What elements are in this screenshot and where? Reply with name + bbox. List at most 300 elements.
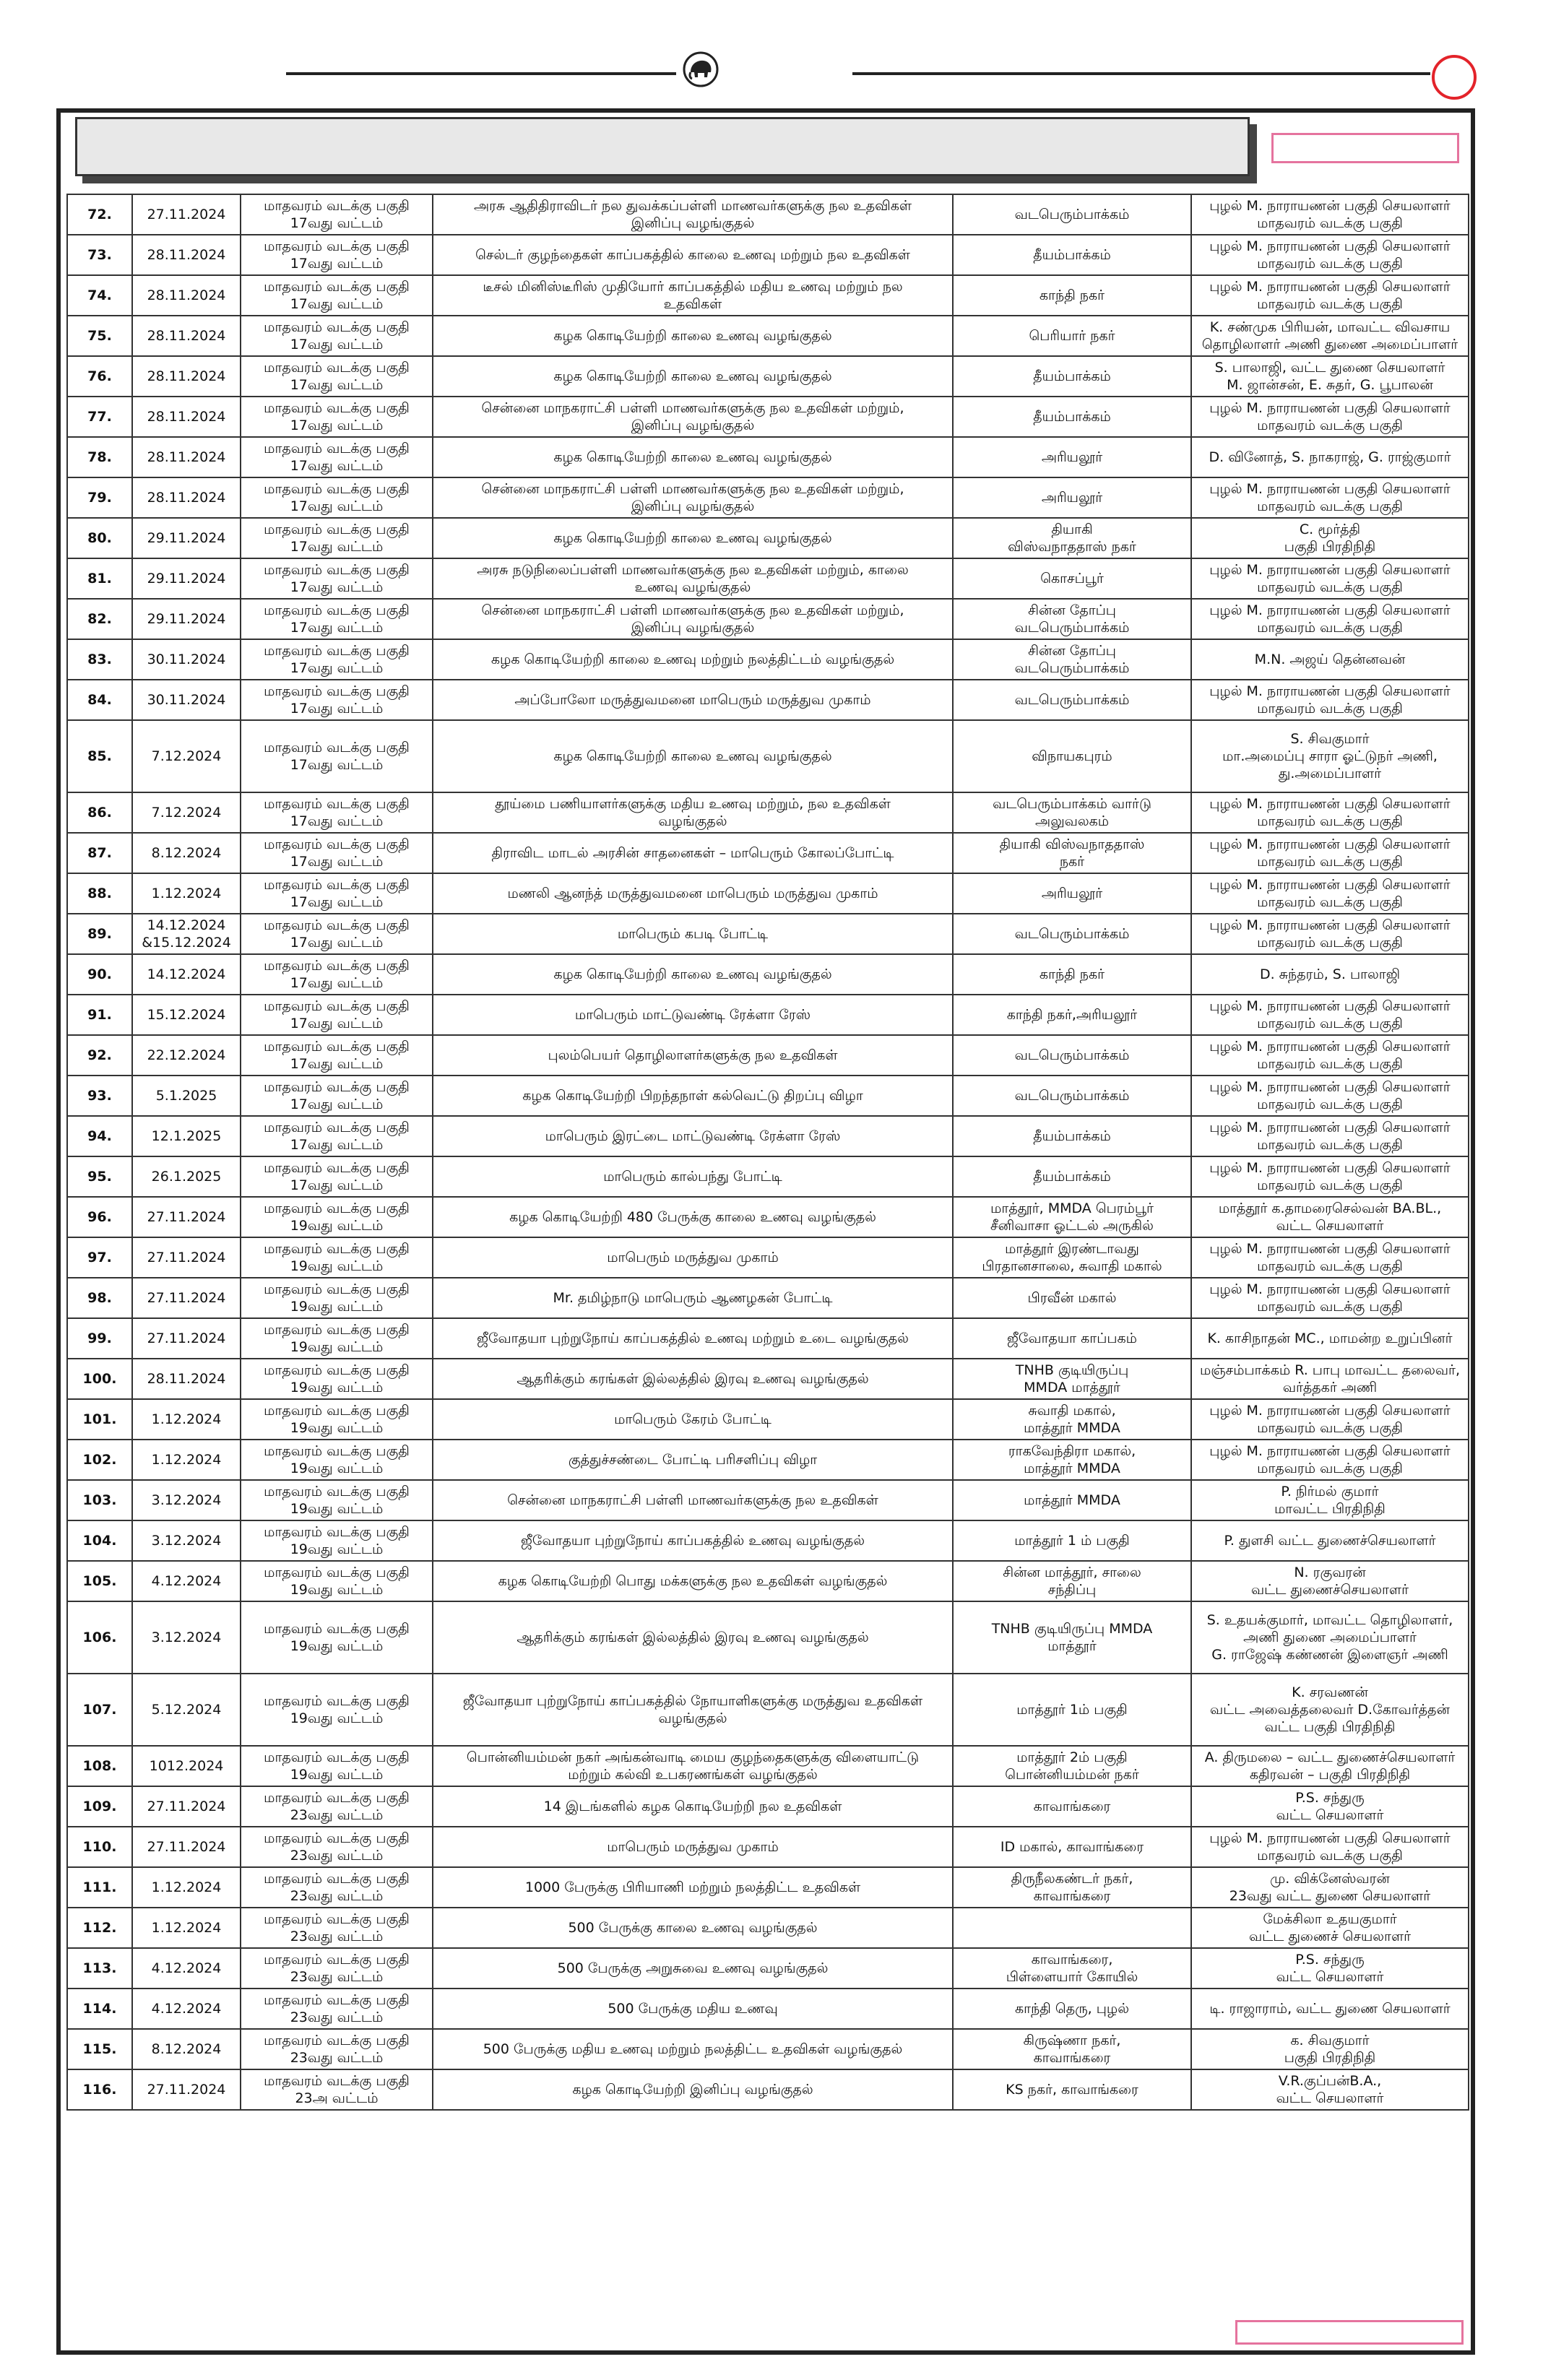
table-row xyxy=(67,1237,1469,1278)
table-row xyxy=(67,1116,1469,1156)
area-cell: மாதவரம் வடக்கு பகுதி 23வது வட்டம் xyxy=(241,1827,433,1867)
row-number-cell: 107. xyxy=(67,1674,132,1746)
row-number-cell: 104. xyxy=(67,1520,132,1561)
date-cell: 28.11.2024 xyxy=(132,437,241,477)
area-cell: மாதவரம் வடக்கு பகுதி 17வது வட்டம் xyxy=(241,356,433,397)
row-number-cell: 72. xyxy=(67,194,132,235)
place-cell: மாத்தூர் 2ம் பகுதி பொன்னியம்மன் நகர் xyxy=(953,1746,1191,1786)
organizer-cell: புழல் M. நாராயணன் பகுதி செயலாளர் மாதவரம் வடக்கு பகுதி xyxy=(1191,833,1469,873)
event-cell: கழக கொடியேற்றி காலை உணவு வழங்குதல் xyxy=(433,720,953,792)
place-cell: ID மகால், காவாங்கரை xyxy=(953,1827,1191,1867)
row-number-cell: 92. xyxy=(67,1035,132,1076)
event-cell: 1000 பேருக்கு பிரியாணி மற்றும் நலத்திட்ட உதவிகள் xyxy=(433,1867,953,1908)
event-cell: சென்னை மாநகராட்சி பள்ளி மாணவர்களுக்கு நல உதவிகள் xyxy=(433,1480,953,1520)
date-cell: 14.12.2024 &15.12.2024 xyxy=(132,914,241,954)
row-number-cell: 112. xyxy=(67,1908,132,1948)
area-cell: மாதவரம் வடக்கு பகுதி 19வது வட்டம் xyxy=(241,1440,433,1480)
place-cell: தியாகி விஸ்வநாததாஸ் நகர் xyxy=(953,833,1191,873)
event-cell: புலம்பெயர் தொழிலாளர்களுக்கு நல உதவிகள் xyxy=(433,1035,953,1076)
row-number-cell: 101. xyxy=(67,1399,132,1440)
table-row xyxy=(67,275,1469,316)
organizer-cell: புழல் M. நாராயணன் பகுதி செயலாளர் மாதவரம் வடக்கு பகுதி xyxy=(1191,873,1469,914)
event-cell: கழக கொடியேற்றி 480 பேருக்கு காலை உணவு வழங்குதல் xyxy=(433,1197,953,1237)
date-cell: 27.11.2024 xyxy=(132,1197,241,1237)
organizer-cell: M.N. அஜய் தென்னவன் xyxy=(1191,639,1469,680)
organizer-cell: புழல் M. நாராயணன் பகுதி செயலாளர் மாதவரம் வடக்கு பகுதி xyxy=(1191,477,1469,518)
event-cell: சென்னை மாநகராட்சி பள்ளி மாணவர்களுக்கு நல உதவிகள் மற்றும், இனிப்பு வழங்குதல் xyxy=(433,397,953,437)
area-cell: மாதவரம் வடக்கு பகுதி 19வது வட்டம் xyxy=(241,1480,433,1520)
row-number-cell: 95. xyxy=(67,1156,132,1197)
date-cell: 28.11.2024 xyxy=(132,235,241,275)
table-row xyxy=(67,1359,1469,1399)
row-number-cell: 86. xyxy=(67,792,132,833)
row-number-cell: 98. xyxy=(67,1278,132,1318)
place-cell: சின்ன தோப்பு வடபெரும்பாக்கம் xyxy=(953,599,1191,639)
row-number-cell: 81. xyxy=(67,558,132,599)
row-number-cell: 74. xyxy=(67,275,132,316)
row-number-cell: 114. xyxy=(67,1989,132,2029)
area-cell: மாதவரம் வடக்கு பகுதி 17வது வட்டம் xyxy=(241,792,433,833)
row-number-cell: 103. xyxy=(67,1480,132,1520)
event-cell: கழக கொடியேற்றி காலை உணவு வழங்குதல் xyxy=(433,316,953,356)
event-cell: ஜீவோதயா புற்றுநோய் காப்பகத்தில் உணவு மற்றும் உடை வழங்குதல் xyxy=(433,1318,953,1359)
table-row xyxy=(67,599,1469,639)
place-cell: காந்தி தெரு, புழல் xyxy=(953,1989,1191,2029)
place-cell: KS நகர், காவாங்கரை xyxy=(953,2069,1191,2110)
area-cell: மாதவரம் வடக்கு பகுதி 23வது வட்டம் xyxy=(241,1908,433,1948)
table-row xyxy=(67,1035,1469,1076)
table-row xyxy=(67,1197,1469,1237)
organizer-cell: D. வினோத், S. நாகராஜ், G. ராஜ்குமார் xyxy=(1191,437,1469,477)
row-number-cell: 110. xyxy=(67,1827,132,1867)
table-row xyxy=(67,1674,1469,1746)
elephant-emblem-icon xyxy=(682,51,719,88)
table-body xyxy=(67,194,1469,2110)
place-cell: கொசப்பூர் xyxy=(953,558,1191,599)
table-row xyxy=(67,995,1469,1035)
area-cell: மாதவரம் வடக்கு பகுதி 19வது வட்டம் xyxy=(241,1278,433,1318)
place-cell: வடபெரும்பாக்கம் xyxy=(953,1076,1191,1116)
event-cell: மணலி ஆனந்த் மருத்துவமனை மாபெரும் மருத்துவ முகாம் xyxy=(433,873,953,914)
date-cell: 1.12.2024 xyxy=(132,1440,241,1480)
event-cell: கழக கொடியேற்றி காலை உணவு வழங்குதல் xyxy=(433,518,953,558)
table-row xyxy=(67,954,1469,995)
event-cell: ஆதரிக்கும் கரங்கள் இல்லத்தில் இரவு உணவு வழங்குதல் xyxy=(433,1359,953,1399)
row-number-cell: 99. xyxy=(67,1318,132,1359)
area-cell: மாதவரம் வடக்கு பகுதி 19வது வட்டம் xyxy=(241,1237,433,1278)
place-cell: தீயம்பாக்கம் xyxy=(953,356,1191,397)
event-cell: டீசல் மினிஸ்டீரிஸ் முதியோர் காப்பகத்தில் மதிய உணவு மற்றும் நல உதவிகள் xyxy=(433,275,953,316)
date-cell: 3.12.2024 xyxy=(132,1520,241,1561)
event-cell: மாபெரும் கேரம் போட்டி xyxy=(433,1399,953,1440)
area-cell: மாதவரம் வடக்கு பகுதி 19வது வட்டம் xyxy=(241,1561,433,1601)
organizer-cell: P.S. சந்துரு வட்ட செயலாளர் xyxy=(1191,1948,1469,1989)
date-cell: 1.12.2024 xyxy=(132,1908,241,1948)
place-cell: சுவாதி மகால், மாத்தூர் MMDA xyxy=(953,1399,1191,1440)
date-cell: 22.12.2024 xyxy=(132,1035,241,1076)
organizer-cell: புழல் M. நாராயணன் பகுதி செயலாளர் மாதவரம் வடக்கு பகுதி xyxy=(1191,599,1469,639)
place-cell: காந்தி நகர்,அரியலூர் xyxy=(953,995,1191,1035)
table-row xyxy=(67,1989,1469,2029)
event-cell: கழக கொடியேற்றி காலை உணவு வழங்குதல் xyxy=(433,954,953,995)
date-cell: 12.1.2025 xyxy=(132,1116,241,1156)
date-cell: 27.11.2024 xyxy=(132,194,241,235)
table-row xyxy=(67,1601,1469,1674)
table-row xyxy=(67,1867,1469,1908)
place-cell: தீயம்பாக்கம் xyxy=(953,1156,1191,1197)
area-cell: மாதவரம் வடக்கு பகுதி 17வது வட்டம் xyxy=(241,477,433,518)
place-cell: மாத்தூர் 1ம் பகுதி xyxy=(953,1674,1191,1746)
event-cell: 500 பேருக்கு மதிய உணவு மற்றும் நலத்திட்ட உதவிகள் வழங்குதல் xyxy=(433,2029,953,2069)
place-cell: அரியலூர் xyxy=(953,477,1191,518)
organizer-cell: S. பாலாஜி, வட்ட துணை செயலாளர் M. ஜான்சன், E. சுதர், G. பூபாலன் xyxy=(1191,356,1469,397)
area-cell: மாதவரம் வடக்கு பகுதி 17வது வட்டம் xyxy=(241,397,433,437)
event-cell: அப்போலோ மருத்துவமனை மாபெரும் மருத்துவ முகாம் xyxy=(433,680,953,720)
place-cell: வடபெரும்பாக்கம் xyxy=(953,1035,1191,1076)
table-row xyxy=(67,1746,1469,1786)
row-number-cell: 73. xyxy=(67,235,132,275)
date-cell: 3.12.2024 xyxy=(132,1601,241,1674)
date-cell: 30.11.2024 xyxy=(132,639,241,680)
place-cell: பெரியார் நகர் xyxy=(953,316,1191,356)
date-cell: 8.12.2024 xyxy=(132,833,241,873)
event-cell: ஜீவோதயா புற்றுநோய் காப்பகத்தில் உணவு வழங்குதல் xyxy=(433,1520,953,1561)
row-number-cell: 84. xyxy=(67,680,132,720)
area-cell: மாதவரம் வடக்கு பகுதி 23வது வட்டம் xyxy=(241,1989,433,2029)
place-cell: வடபெரும்பாக்கம் xyxy=(953,680,1191,720)
table-row xyxy=(67,1076,1469,1116)
date-cell: 1012.2024 xyxy=(132,1746,241,1786)
area-cell: மாதவரம் வடக்கு பகுதி 17வது வட்டம் xyxy=(241,639,433,680)
row-number-cell: 97. xyxy=(67,1237,132,1278)
event-cell: 500 பேருக்கு மதிய உணவு xyxy=(433,1989,953,2029)
place-cell: சின்ன தோப்பு வடபெரும்பாக்கம் xyxy=(953,639,1191,680)
table-row xyxy=(67,518,1469,558)
table-row xyxy=(67,1480,1469,1520)
organizer-cell: K. சண்முக பிரியன், மாவட்ட விவசாய தொழிலாளர் அணி துணை அமைப்பாளர் xyxy=(1191,316,1469,356)
table-row xyxy=(67,1786,1469,1827)
place-cell: காவாங்கரை xyxy=(953,1786,1191,1827)
organizer-cell: புழல் M. நாராயணன் பகுதி செயலாளர் மாதவரம் வடக்கு பகுதி xyxy=(1191,1827,1469,1867)
table-row xyxy=(67,235,1469,275)
table-row xyxy=(67,1948,1469,1989)
area-cell: மாதவரம் வடக்கு பகுதி 17வது வட்டம் xyxy=(241,1076,433,1116)
place-cell: வடபெரும்பாக்கம் வார்டு அலுவலகம் xyxy=(953,792,1191,833)
area-cell: மாதவரம் வடக்கு பகுதி 17வது வட்டம் xyxy=(241,680,433,720)
place-cell: TNHB குடியிருப்பு MMDA மாத்தூர் xyxy=(953,1601,1191,1674)
row-number-cell: 87. xyxy=(67,833,132,873)
organizer-cell: புழல் M. நாராயணன் பகுதி செயலாளர் மாதவரம் வடக்கு பகுதி xyxy=(1191,275,1469,316)
date-cell: 27.11.2024 xyxy=(132,2069,241,2110)
row-number-cell: 113. xyxy=(67,1948,132,1989)
area-cell: மாதவரம் வடக்கு பகுதி 23வது வட்டம் xyxy=(241,2029,433,2069)
row-number-cell: 100. xyxy=(67,1359,132,1399)
table-row xyxy=(67,833,1469,873)
date-cell: 28.11.2024 xyxy=(132,356,241,397)
area-cell: மாதவரம் வடக்கு பகுதி 19வது வட்டம் xyxy=(241,1520,433,1561)
date-cell: 4.12.2024 xyxy=(132,1561,241,1601)
row-number-cell: 83. xyxy=(67,639,132,680)
organizer-cell: புழல் M. நாராயணன் பகுதி செயலாளர் மாதவரம் வடக்கு பகுதி xyxy=(1191,1440,1469,1480)
area-cell: மாதவரம் வடக்கு பகுதி 17வது வட்டம் xyxy=(241,1116,433,1156)
date-cell: 7.12.2024 xyxy=(132,792,241,833)
date-cell: 30.11.2024 xyxy=(132,680,241,720)
date-cell: 7.12.2024 xyxy=(132,720,241,792)
organizer-cell: D. சுந்தரம், S. பாலாஜி xyxy=(1191,954,1469,995)
organizer-cell: புழல் M. நாராயணன் பகுதி செயலாளர் மாதவரம் வடக்கு பகுதி xyxy=(1191,1278,1469,1318)
row-number-cell: 82. xyxy=(67,599,132,639)
place-cell: தீயம்பாக்கம் xyxy=(953,235,1191,275)
date-cell: 28.11.2024 xyxy=(132,1359,241,1399)
table-row xyxy=(67,194,1469,235)
date-cell: 4.12.2024 xyxy=(132,1989,241,2029)
table-row xyxy=(67,558,1469,599)
place-cell: TNHB குடியிருப்பு MMDA மாத்தூர் xyxy=(953,1359,1191,1399)
area-cell: மாதவரம் வடக்கு பகுதி 17வது வட்டம் xyxy=(241,720,433,792)
event-cell: Mr. தமிழ்நாடு மாபெரும் ஆணழகன் போட்டி xyxy=(433,1278,953,1318)
table-row xyxy=(67,639,1469,680)
area-cell: மாதவரம் வடக்கு பகுதி 23வது வட்டம் xyxy=(241,1786,433,1827)
event-cell: கழக கொடியேற்றி பொது மக்களுக்கு நல உதவிகள் வழங்குதல் xyxy=(433,1561,953,1601)
area-cell: மாதவரம் வடக்கு பகுதி 17வது வட்டம் xyxy=(241,1156,433,1197)
area-cell: மாதவரம் வடக்கு பகுதி 23வது வட்டம் xyxy=(241,1867,433,1908)
area-cell: மாதவரம் வடக்கு பகுதி 17வது வட்டம் xyxy=(241,954,433,995)
organizer-cell: மஞ்சம்பாக்கம் R. பாபு மாவட்ட தலைவர், வர்த்தகர் அணி xyxy=(1191,1359,1469,1399)
top-label-box xyxy=(1271,133,1459,163)
event-records-table xyxy=(66,194,1469,2111)
table-row xyxy=(67,356,1469,397)
date-cell: 29.11.2024 xyxy=(132,518,241,558)
table-row xyxy=(67,792,1469,833)
row-number-cell: 85. xyxy=(67,720,132,792)
organizer-cell: P.S. சந்துரு வட்ட செயலாளர் xyxy=(1191,1786,1469,1827)
area-cell: மாதவரம் வடக்கு பகுதி 19வது வட்டம் xyxy=(241,1674,433,1746)
date-cell: 28.11.2024 xyxy=(132,316,241,356)
organizer-cell: V.R.குப்பன்B.A., வட்ட செயலாளர் xyxy=(1191,2069,1469,2110)
event-cell: மாபெரும் கால்பந்து போட்டி xyxy=(433,1156,953,1197)
place-cell: விநாயகபுரம் xyxy=(953,720,1191,792)
table-row xyxy=(67,316,1469,356)
organizer-cell: N. ரகுவரன் வட்ட துணைச்செயலாளர் xyxy=(1191,1561,1469,1601)
organizer-cell: புழல் M. நாராயணன் பகுதி செயலாளர் மாதவரம் வடக்கு பகுதி xyxy=(1191,914,1469,954)
organizer-cell: K. காசிநாதன் MC., மாமன்ற உறுப்பினர் xyxy=(1191,1318,1469,1359)
bottom-label-box xyxy=(1235,2320,1464,2345)
event-cell: மாபெரும் மருத்துவ முகாம் xyxy=(433,1237,953,1278)
date-cell: 26.1.2025 xyxy=(132,1156,241,1197)
organizer-cell: P. நிர்மல் குமார் மாவட்ட பிரதிநிதி xyxy=(1191,1480,1469,1520)
place-cell: மாத்தூர் MMDA xyxy=(953,1480,1191,1520)
table-row xyxy=(67,1520,1469,1561)
event-cell: கழக கொடியேற்றி இனிப்பு வழங்குதல் xyxy=(433,2069,953,2110)
area-cell: மாதவரம் வடக்கு பகுதி 17வது வட்டம் xyxy=(241,873,433,914)
event-cell: மாபெரும் மாட்டுவண்டி ரேக்ளா ரேஸ் xyxy=(433,995,953,1035)
row-number-cell: 90. xyxy=(67,954,132,995)
place-cell: வடபெரும்பாக்கம் xyxy=(953,914,1191,954)
date-cell: 27.11.2024 xyxy=(132,1827,241,1867)
table-row xyxy=(67,1561,1469,1601)
event-cell: சென்னை மாநகராட்சி பள்ளி மாணவர்களுக்கு நல உதவிகள் மற்றும், இனிப்பு வழங்குதல் xyxy=(433,599,953,639)
organizer-cell: S. சிவகுமார் மா.அமைப்பு சாரா ஓட்டுநர் அணி, து.அமைப்பாளர் xyxy=(1191,720,1469,792)
area-cell: மாதவரம் வடக்கு பகுதி 17வது வட்டம் xyxy=(241,437,433,477)
row-number-cell: 77. xyxy=(67,397,132,437)
page-number-circle xyxy=(1432,55,1477,100)
area-cell: மாதவரம் வடக்கு பகுதி 17வது வட்டம் xyxy=(241,316,433,356)
date-cell: 5.1.2025 xyxy=(132,1076,241,1116)
date-cell: 1.12.2024 xyxy=(132,873,241,914)
table-row xyxy=(67,397,1469,437)
row-number-cell: 76. xyxy=(67,356,132,397)
place-cell: தீயம்பாக்கம் xyxy=(953,1116,1191,1156)
table-row xyxy=(67,2029,1469,2069)
organizer-cell: A. திருமலை – வட்ட துணைச்செயலாளர் கதிரவன் – பகுதி பிரதிநிதி xyxy=(1191,1746,1469,1786)
area-cell: மாதவரம் வடக்கு பகுதி 17வது வட்டம் xyxy=(241,275,433,316)
header-rule-left xyxy=(286,72,676,75)
date-cell: 27.11.2024 xyxy=(132,1786,241,1827)
row-number-cell: 88. xyxy=(67,873,132,914)
date-cell: 8.12.2024 xyxy=(132,2029,241,2069)
table-row xyxy=(67,680,1469,720)
row-number-cell: 80. xyxy=(67,518,132,558)
place-cell: தீயம்பாக்கம் xyxy=(953,397,1191,437)
row-number-cell: 102. xyxy=(67,1440,132,1480)
organizer-cell: புழல் M. நாராயணன் பகுதி செயலாளர் மாதவரம் வடக்கு பகுதி xyxy=(1191,194,1469,235)
area-cell: மாதவரம் வடக்கு பகுதி 19வது வட்டம் xyxy=(241,1746,433,1786)
place-cell: காவாங்கரை, பிள்ளையார் கோயில் xyxy=(953,1948,1191,1989)
date-cell: 27.11.2024 xyxy=(132,1278,241,1318)
organizer-cell: புழல் M. நாராயணன் பகுதி செயலாளர் மாதவரம் வடக்கு பகுதி xyxy=(1191,680,1469,720)
place-cell: திருநீலகண்டர் நகர், காவாங்கரை xyxy=(953,1867,1191,1908)
place-cell: பிரவீன் மகால் xyxy=(953,1278,1191,1318)
event-cell: 14 இடங்களில் கழக கொடியேற்றி நல உதவிகள் xyxy=(433,1786,953,1827)
organizer-cell: புழல் M. நாராயணன் பகுதி செயலாளர் மாதவரம் வடக்கு பகுதி xyxy=(1191,1035,1469,1076)
row-number-cell: 109. xyxy=(67,1786,132,1827)
organizer-cell: புழல் M. நாராயணன் பகுதி செயலாளர் மாதவரம் வடக்கு பகுதி xyxy=(1191,558,1469,599)
row-number-cell: 93. xyxy=(67,1076,132,1116)
table-row xyxy=(67,1908,1469,1948)
area-cell: மாதவரம் வடக்கு பகுதி 23வது வட்டம் xyxy=(241,1948,433,1989)
place-cell: வடபெரும்பாக்கம் xyxy=(953,194,1191,235)
area-cell: மாதவரம் வடக்கு பகுதி 19வது வட்டம் xyxy=(241,1197,433,1237)
table-row xyxy=(67,477,1469,518)
date-cell: 28.11.2024 xyxy=(132,477,241,518)
area-cell: மாதவரம் வடக்கு பகுதி 17வது வட்டம் xyxy=(241,995,433,1035)
date-cell: 5.12.2024 xyxy=(132,1674,241,1746)
table-row xyxy=(67,2069,1469,2110)
table-row xyxy=(67,1827,1469,1867)
area-cell: மாதவரம் வடக்கு பகுதி 17வது வட்டம் xyxy=(241,1035,433,1076)
table-row xyxy=(67,720,1469,792)
date-cell: 4.12.2024 xyxy=(132,1948,241,1989)
organizer-cell: P. துளசி வட்ட துணைச்செயலாளர் xyxy=(1191,1520,1469,1561)
place-cell: அரியலூர் xyxy=(953,437,1191,477)
event-cell: அரசு ஆதிதிராவிடர் நல துவக்கப்பள்ளி மாணவர்களுக்கு நல உதவிகள் இனிப்பு வழங்குதல் xyxy=(433,194,953,235)
place-cell: அரியலூர் xyxy=(953,873,1191,914)
row-number-cell: 79. xyxy=(67,477,132,518)
place-cell: காந்தி நகர் xyxy=(953,275,1191,316)
area-cell: மாதவரம் வடக்கு பகுதி 19வது வட்டம் xyxy=(241,1318,433,1359)
area-cell: மாதவரம் வடக்கு பகுதி 17வது வட்டம் xyxy=(241,518,433,558)
table-row xyxy=(67,1318,1469,1359)
organizer-cell: மேக்சிலா உதயகுமார் வட்ட துணைச் செயலாளர் xyxy=(1191,1908,1469,1948)
date-cell: 28.11.2024 xyxy=(132,275,241,316)
area-cell: மாதவரம் வடக்கு பகுதி 17வது வட்டம் xyxy=(241,558,433,599)
row-number-cell: 111. xyxy=(67,1867,132,1908)
organizer-cell: புழல் M. நாராயணன் பகுதி செயலாளர் மாதவரம் வடக்கு பகுதி xyxy=(1191,1237,1469,1278)
organizer-cell: புழல் M. நாராயணன் பகுதி செயலாளர் மாதவரம் வடக்கு பகுதி xyxy=(1191,1116,1469,1156)
place-cell: மாத்தூர் 1 ம் பகுதி xyxy=(953,1520,1191,1561)
place-cell: மாத்தூர் இரண்டாவது பிரதானசாலை, சுவாதி மகால் xyxy=(953,1237,1191,1278)
area-cell: மாதவரம் வடக்கு பகுதி 19வது வட்டம் xyxy=(241,1359,433,1399)
table-row xyxy=(67,1156,1469,1197)
event-cell: குத்துச்சண்டை போட்டி பரிசளிப்பு விழா xyxy=(433,1440,953,1480)
place-cell: ராகவேந்திரா மகால், மாத்தூர் MMDA xyxy=(953,1440,1191,1480)
date-cell: 3.12.2024 xyxy=(132,1480,241,1520)
organizer-cell: புழல் M. நாராயணன் பகுதி செயலாளர் மாதவரம் வடக்கு பகுதி xyxy=(1191,1156,1469,1197)
place-cell: மாத்தூர், MMDA பெரம்பூர் சீனிவாசா ஓட்டல் அருகில் xyxy=(953,1197,1191,1237)
organizer-cell: டி. ராஜாராம், வட்ட துணை செயலாளர் xyxy=(1191,1989,1469,2029)
organizer-cell: K. சரவணன் வட்ட அவைத்தலைவர் D.கோவர்த்தன் வட்ட பகுதி பிரதிநிதி xyxy=(1191,1674,1469,1746)
table-row xyxy=(67,1278,1469,1318)
date-cell: 27.11.2024 xyxy=(132,1318,241,1359)
area-cell: மாதவரம் வடக்கு பகுதி 19வது வட்டம் xyxy=(241,1399,433,1440)
date-cell: 14.12.2024 xyxy=(132,954,241,995)
area-cell: மாதவரம் வடக்கு பகுதி 17வது வட்டம் xyxy=(241,599,433,639)
row-number-cell: 116. xyxy=(67,2069,132,2110)
area-cell: மாதவரம் வடக்கு பகுதி 23அ வட்டம் xyxy=(241,2069,433,2110)
place-cell: ஜீவோதயா காப்பகம் xyxy=(953,1318,1191,1359)
header-rule-right xyxy=(852,72,1430,75)
date-cell: 27.11.2024 xyxy=(132,1237,241,1278)
event-cell: திராவிட மாடல் அரசின் சாதனைகள் – மாபெரும் கோலப்போட்டி xyxy=(433,833,953,873)
row-number-cell: 94. xyxy=(67,1116,132,1156)
organizer-cell: புழல் M. நாராயணன் பகுதி செயலாளர் மாதவரம் வடக்கு பகுதி xyxy=(1191,1399,1469,1440)
organizer-cell: புழல் M. நாராயணன் பகுதி செயலாளர் மாதவரம் வடக்கு பகுதி xyxy=(1191,995,1469,1035)
date-cell: 29.11.2024 xyxy=(132,558,241,599)
organizer-cell: மாத்தூர் க.தாமரைசெல்வன் BA.BL., வட்ட செயலாளர் xyxy=(1191,1197,1469,1237)
event-cell: தூய்மை பணியாளர்களுக்கு மதிய உணவு மற்றும், நல உதவிகள் வழங்குதல் xyxy=(433,792,953,833)
event-cell: ஆதரிக்கும் கரங்கள் இல்லத்தில் இரவு உணவு வழங்குதல் xyxy=(433,1601,953,1674)
event-cell: பொன்னியம்மன் நகர் அங்கன்வாடி மைய குழந்தைகளுக்கு விளையாட்டு மற்றும் கல்வி உபகரணங்கள் வழங்குதல் xyxy=(433,1746,953,1786)
organizer-cell: மு. விக்னேஸ்வரன் 23வது வட்ட துணை செயலாளர் xyxy=(1191,1867,1469,1908)
row-number-cell: 75. xyxy=(67,316,132,356)
date-cell: 28.11.2024 xyxy=(132,397,241,437)
event-cell: மாபெரும் இரட்டை மாட்டுவண்டி ரேக்ளா ரேஸ் xyxy=(433,1116,953,1156)
event-cell: மாபெரும் கபடி போட்டி xyxy=(433,914,953,954)
date-cell: 29.11.2024 xyxy=(132,599,241,639)
event-cell: செல்டர் குழந்தைகள் காப்பகத்தில் காலை உணவு மற்றும் நல உதவிகள் xyxy=(433,235,953,275)
organizer-cell: புழல் M. நாராயணன் பகுதி செயலாளர் மாதவரம் வடக்கு பகுதி xyxy=(1191,235,1469,275)
row-number-cell: 91. xyxy=(67,995,132,1035)
place-cell: கிருஷ்ணா நகர், காவாங்கரை xyxy=(953,2029,1191,2069)
place-cell: காந்தி நகர் xyxy=(953,954,1191,995)
table-row xyxy=(67,437,1469,477)
event-cell: சென்னை மாநகராட்சி பள்ளி மாணவர்களுக்கு நல உதவிகள் மற்றும், இனிப்பு வழங்குதல் xyxy=(433,477,953,518)
organizer-cell: S. உதயக்குமார், மாவட்ட தொழிலாளர், அணி துணை அமைப்பாளர் G. ராஜேஷ் கண்ணன் இளைஞர் அணி xyxy=(1191,1601,1469,1674)
event-cell: கழக கொடியேற்றி காலை உணவு மற்றும் நலத்திட்டம் வழங்குதல் xyxy=(433,639,953,680)
date-cell: 1.12.2024 xyxy=(132,1867,241,1908)
organizer-cell: புழல் M. நாராயணன் பகுதி செயலாளர் மாதவரம் வடக்கு பகுதி xyxy=(1191,1076,1469,1116)
row-number-cell: 89. xyxy=(67,914,132,954)
event-cell: கழக கொடியேற்றி காலை உணவு வழங்குதல் xyxy=(433,356,953,397)
row-number-cell: 115. xyxy=(67,2029,132,2069)
event-cell: கழக கொடியேற்றி காலை உணவு வழங்குதல் xyxy=(433,437,953,477)
event-cell: ஜீவோதயா புற்றுநோய் காப்பகத்தில் நோயாளிகளுக்கு மருத்துவ உதவிகள் வழங்குதல் xyxy=(433,1674,953,1746)
table-row xyxy=(67,914,1469,954)
event-cell: அரசு நடுநிலைப்பள்ளி மாணவர்களுக்கு நல உதவிகள் மற்றும், காலை உணவு வழங்குதல் xyxy=(433,558,953,599)
area-cell: மாதவரம் வடக்கு பகுதி 17வது வட்டம் xyxy=(241,833,433,873)
row-number-cell: 108. xyxy=(67,1746,132,1786)
place-cell xyxy=(953,1908,1191,1948)
